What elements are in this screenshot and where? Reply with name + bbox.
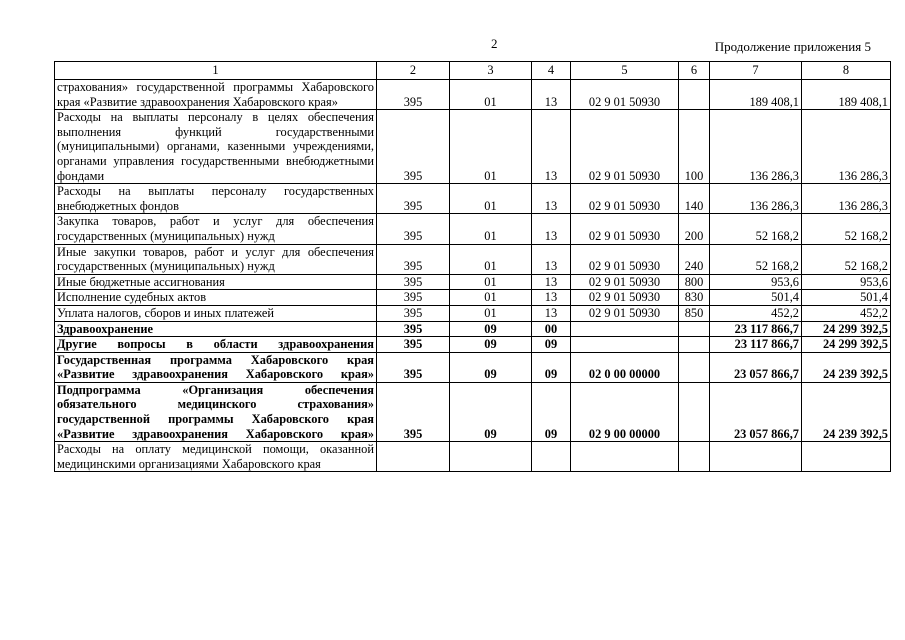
expense-type-cell: 100: [679, 110, 710, 184]
column-header: 3: [450, 62, 532, 80]
table-row: [55, 274, 891, 290]
amount-year1-cell: [710, 442, 802, 472]
section-code-cell: 09: [450, 382, 532, 441]
row-name-cell: Исполнение судебных актов: [55, 290, 377, 306]
subsection-code-cell: 13: [532, 305, 571, 321]
ministry-code-cell: [377, 442, 450, 472]
table-row: [55, 382, 891, 441]
section-code-cell: 01: [450, 244, 532, 274]
table-row: [55, 305, 891, 321]
amount-year2-cell: 136 286,3: [802, 184, 891, 214]
subsection-code-cell: 13: [532, 244, 571, 274]
expense-type-cell: [679, 382, 710, 441]
target-article-cell: [571, 321, 679, 337]
ministry-code-cell: 395: [377, 214, 450, 244]
section-code-cell: 09: [450, 352, 532, 382]
row-name-cell: Другие вопросы в области здравоохранения: [55, 337, 377, 353]
column-header: 1: [55, 62, 377, 80]
expense-type-cell: 240: [679, 244, 710, 274]
subsection-code-cell: 09: [532, 352, 571, 382]
expense-type-cell: 200: [679, 214, 710, 244]
expense-type-cell: [679, 321, 710, 337]
section-code-cell: 09: [450, 337, 532, 353]
table-header-row: [55, 62, 891, 80]
expense-type-cell: 830: [679, 290, 710, 306]
row-name-cell: Иные бюджетные ассигнования: [55, 274, 377, 290]
amount-year1-cell: 136 286,3: [710, 110, 802, 184]
table-row: [55, 442, 891, 472]
section-code-cell: 01: [450, 274, 532, 290]
amount-year2-cell: 136 286,3: [802, 110, 891, 184]
amount-year1-cell: 23 117 866,7: [710, 337, 802, 353]
amount-year1-cell: 501,4: [710, 290, 802, 306]
ministry-code-cell: 395: [377, 184, 450, 214]
amount-year2-cell: 953,6: [802, 274, 891, 290]
row-name-cell: Государственная программа Хабаровского края «Развитие здравоохранения Хабаровского края»: [55, 352, 377, 382]
amount-year2-cell: 24 299 392,5: [802, 337, 891, 353]
table-row: [55, 352, 891, 382]
target-article-cell: 02 9 01 50930: [571, 184, 679, 214]
amount-year1-cell: 52 168,2: [710, 244, 802, 274]
expense-type-cell: 850: [679, 305, 710, 321]
appendix-continuation-label: Продолжение приложения 5: [714, 39, 871, 54]
row-name-cell: Подпрограмма «Организация обеспечения обязательного медицинского страхования» государственной программы Хабаровского края «Развитие здравоохранения Хабаровского края»: [55, 382, 377, 441]
subsection-code-cell: 13: [532, 184, 571, 214]
target-article-cell: 02 0 00 00000: [571, 352, 679, 382]
ministry-code-cell: 395: [377, 274, 450, 290]
table-row: [55, 290, 891, 306]
amount-year1-cell: 953,6: [710, 274, 802, 290]
amount-year1-cell: 23 057 866,7: [710, 352, 802, 382]
amount-year2-cell: 452,2: [802, 305, 891, 321]
amount-year2-cell: 189 408,1: [802, 80, 891, 110]
amount-year2-cell: 24 239 392,5: [802, 352, 891, 382]
section-code-cell: 01: [450, 184, 532, 214]
amount-year2-cell: 52 168,2: [802, 214, 891, 244]
amount-year2-cell: 24 299 392,5: [802, 321, 891, 337]
table-row: [55, 184, 891, 214]
amount-year1-cell: 23 057 866,7: [710, 382, 802, 441]
amount-year2-cell: 501,4: [802, 290, 891, 306]
table-row: [55, 321, 891, 337]
column-header: 5: [571, 62, 679, 80]
row-name-cell: Иные закупки товаров, работ и услуг для обеспечения государственных (муниципальных) нужд: [55, 244, 377, 274]
target-article-cell: 02 9 00 00000: [571, 382, 679, 441]
row-name-cell: Закупка товаров, работ и услуг для обеспечения государственных (муниципальных) нужд: [55, 214, 377, 244]
table-row: [55, 80, 891, 110]
column-header: 8: [802, 62, 891, 80]
ministry-code-cell: 395: [377, 80, 450, 110]
ministry-code-cell: 395: [377, 290, 450, 306]
subsection-code-cell: 13: [532, 290, 571, 306]
column-header: 7: [710, 62, 802, 80]
target-article-cell: 02 9 01 50930: [571, 305, 679, 321]
expense-type-cell: [679, 442, 710, 472]
subsection-code-cell: 13: [532, 80, 571, 110]
amount-year2-cell: 24 239 392,5: [802, 382, 891, 441]
amount-year1-cell: 23 117 866,7: [710, 321, 802, 337]
amount-year2-cell: 52 168,2: [802, 244, 891, 274]
subsection-code-cell: 13: [532, 214, 571, 244]
row-name-cell: Расходы на оплату медицинской помощи, оказанной медицинскими организациями Хабаровского края: [55, 442, 377, 472]
target-article-cell: 02 9 01 50930: [571, 244, 679, 274]
table-row: [55, 244, 891, 274]
target-article-cell: 02 9 01 50930: [571, 290, 679, 306]
column-header: 4: [532, 62, 571, 80]
column-header: 6: [679, 62, 710, 80]
amount-year1-cell: 452,2: [710, 305, 802, 321]
subsection-code-cell: 13: [532, 110, 571, 184]
target-article-cell: 02 9 01 50930: [571, 214, 679, 244]
subsection-code-cell: [532, 442, 571, 472]
table-row: [55, 337, 891, 353]
section-code-cell: 01: [450, 214, 532, 244]
subsection-code-cell: 00: [532, 321, 571, 337]
amount-year1-cell: 136 286,3: [710, 184, 802, 214]
expense-type-cell: 800: [679, 274, 710, 290]
table-row: [55, 110, 891, 184]
target-article-cell: 02 9 01 50930: [571, 274, 679, 290]
amount-year2-cell: [802, 442, 891, 472]
target-article-cell: [571, 337, 679, 353]
amount-year1-cell: 52 168,2: [710, 214, 802, 244]
expense-type-cell: [679, 337, 710, 353]
ministry-code-cell: 395: [377, 305, 450, 321]
expense-type-cell: 140: [679, 184, 710, 214]
expense-type-cell: [679, 80, 710, 110]
target-article-cell: 02 9 01 50930: [571, 110, 679, 184]
section-code-cell: 01: [450, 80, 532, 110]
amount-year1-cell: 189 408,1: [710, 80, 802, 110]
section-code-cell: 01: [450, 290, 532, 306]
column-header: 2: [377, 62, 450, 80]
subsection-code-cell: 09: [532, 337, 571, 353]
ministry-code-cell: 395: [377, 382, 450, 441]
expense-type-cell: [679, 352, 710, 382]
ministry-code-cell: 395: [377, 352, 450, 382]
table-row: [55, 214, 891, 244]
section-code-cell: 01: [450, 110, 532, 184]
subsection-code-cell: 09: [532, 382, 571, 441]
target-article-cell: 02 9 01 50930: [571, 80, 679, 110]
ministry-code-cell: 395: [377, 337, 450, 353]
row-name-cell: Расходы на выплаты персоналу в целях обеспечения выполнения функций государственными (муниципальными) органами, казенными учреждениями, органами управления государственными внебюджетными фондами: [55, 110, 377, 184]
target-article-cell: [571, 442, 679, 472]
row-name-cell: Здравоохранение: [55, 321, 377, 337]
page-number: 2: [491, 36, 498, 51]
budget-table: [54, 61, 891, 472]
subsection-code-cell: 13: [532, 274, 571, 290]
ministry-code-cell: 395: [377, 321, 450, 337]
section-code-cell: 09: [450, 321, 532, 337]
section-code-cell: [450, 442, 532, 472]
ministry-code-cell: 395: [377, 244, 450, 274]
row-name-cell: страхования» государственной программы Хабаровского края «Развитие здравоохранения Хабаровского края»: [55, 80, 377, 110]
ministry-code-cell: 395: [377, 110, 450, 184]
row-name-cell: Уплата налогов, сборов и иных платежей: [55, 305, 377, 321]
section-code-cell: 01: [450, 305, 532, 321]
row-name-cell: Расходы на выплаты персоналу государственных внебюджетных фондов: [55, 184, 377, 214]
